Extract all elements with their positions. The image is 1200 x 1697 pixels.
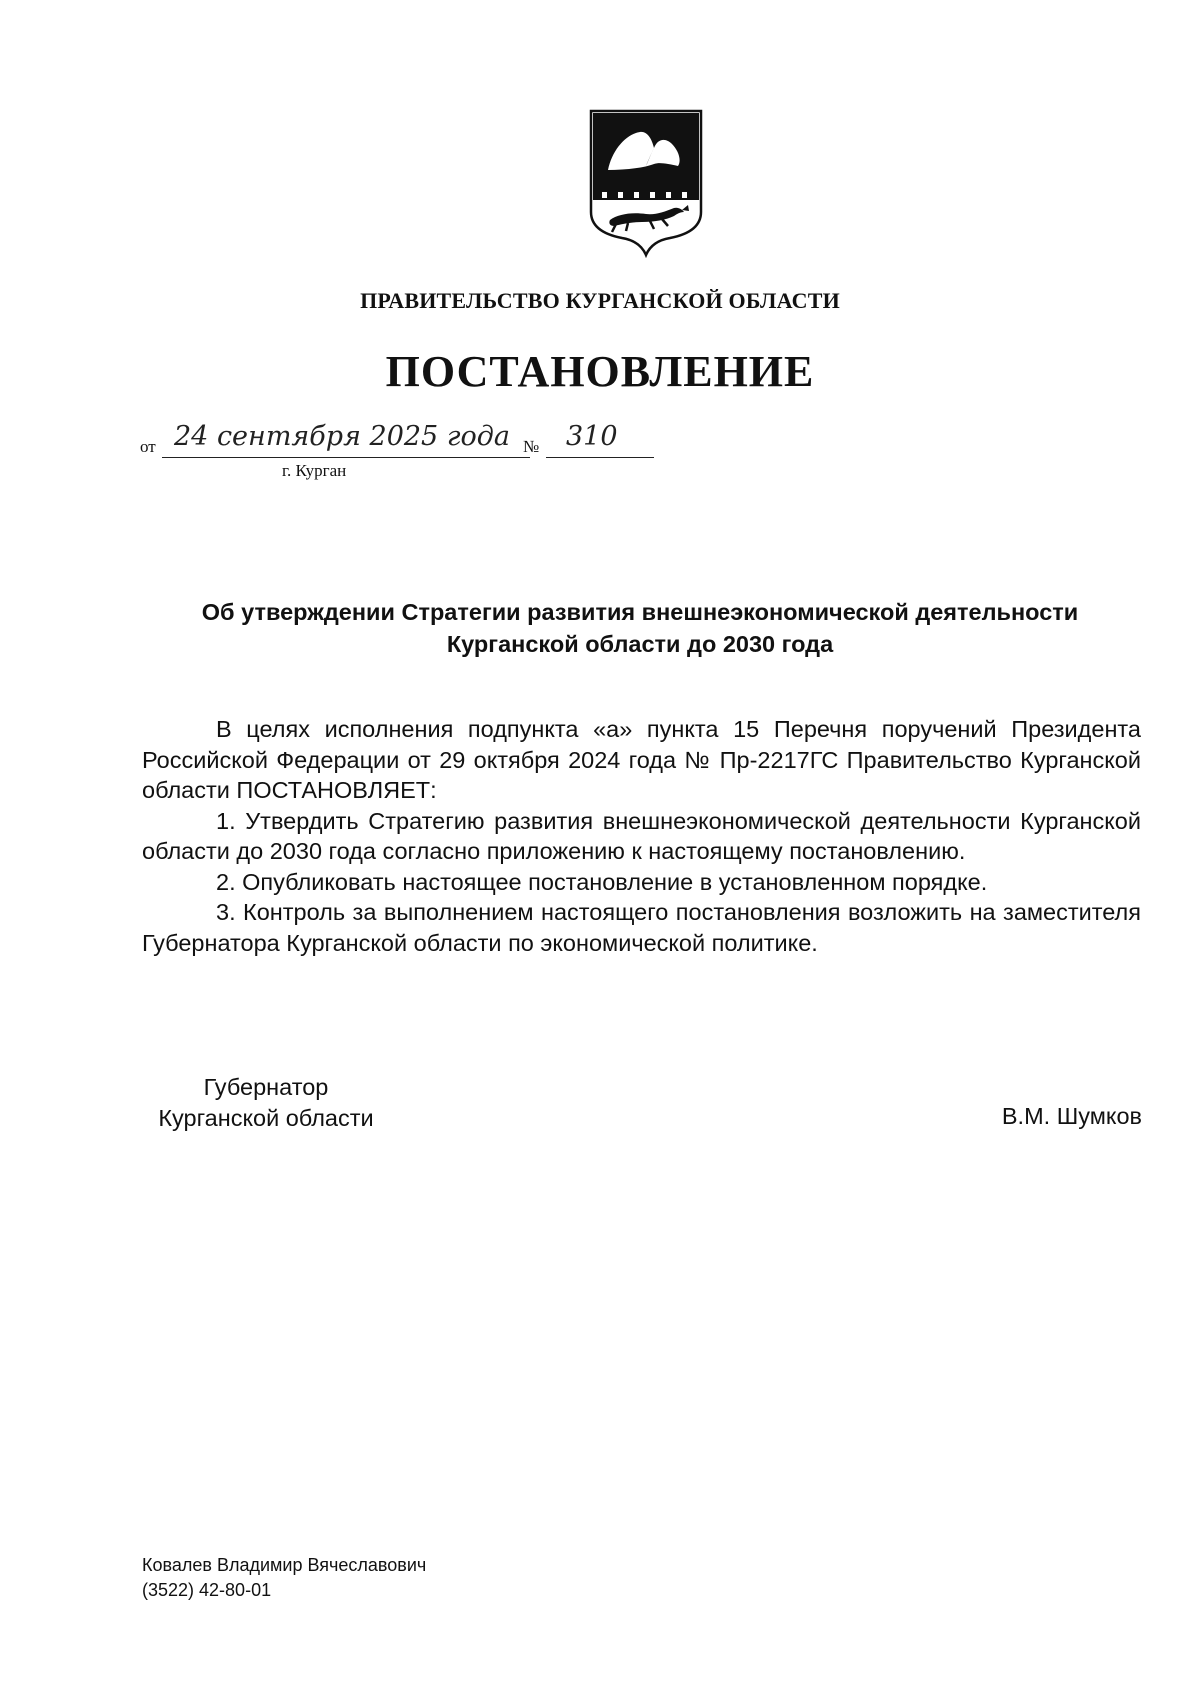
handwritten-date: 24 сентября 2025 года: [174, 421, 510, 452]
government-name: ПРАВИТЕЛЬСТВО КУРГАНСКОЙ ОБЛАСТИ: [360, 288, 840, 313]
clause-2: 2. Опубликовать настоящее постановление в установленном порядке.: [216, 868, 988, 895]
contact-name: Ковалев Владимир Вячеславович: [142, 1555, 427, 1575]
clause-1: 1. Утвердить Стратегию развития внешнеэкономической деятельности Курганской области до 2030 года согласно приложению к настоящему постановлению.: [142, 807, 1141, 864]
title-line-2: Курганской области до 2030 года: [446, 631, 834, 657]
signatory-title-line-1: Губернатор: [203, 1074, 329, 1100]
coat-of-arms-emblem: [588, 108, 704, 258]
signatory-title: [142, 1072, 462, 1134]
resolution-title: [140, 596, 1140, 660]
contact-block: [142, 1553, 426, 1603]
from-label: от: [140, 437, 156, 456]
title-line-1: Об утверждении Стратегии развития внешнеэкономической деятельности: [201, 599, 1079, 625]
signatory-name: В.М. Шумков: [1001, 1103, 1142, 1129]
resolution-body: [142, 714, 1141, 958]
intro-paragraph: В целях исполнения подпункта «а» пункта 15 Перечня поручений Президента Российской Федерации от 29 октября 2024 года № Пр-2217ГС Правительство Курганской области ПОСТАНОВЛЯЕТ:: [142, 716, 1141, 803]
date-number-line: [140, 421, 660, 485]
city-label: г. Курган: [282, 461, 347, 480]
contact-phone: (3522) 42-80-01: [142, 1580, 272, 1600]
number-underline: [546, 457, 654, 458]
document-type-heading: ПОСТАНОВЛЕНИЕ: [385, 347, 815, 396]
handwritten-number: 310: [566, 421, 618, 452]
number-label: №: [523, 437, 540, 456]
signatory-title-line-2: Курганской области: [158, 1105, 374, 1131]
date-underline: [162, 457, 530, 458]
clause-3: 3. Контроль за выполнением настоящего постановления возложить на заместителя Губернатора Курганской области по экономической политике.: [142, 899, 1141, 956]
